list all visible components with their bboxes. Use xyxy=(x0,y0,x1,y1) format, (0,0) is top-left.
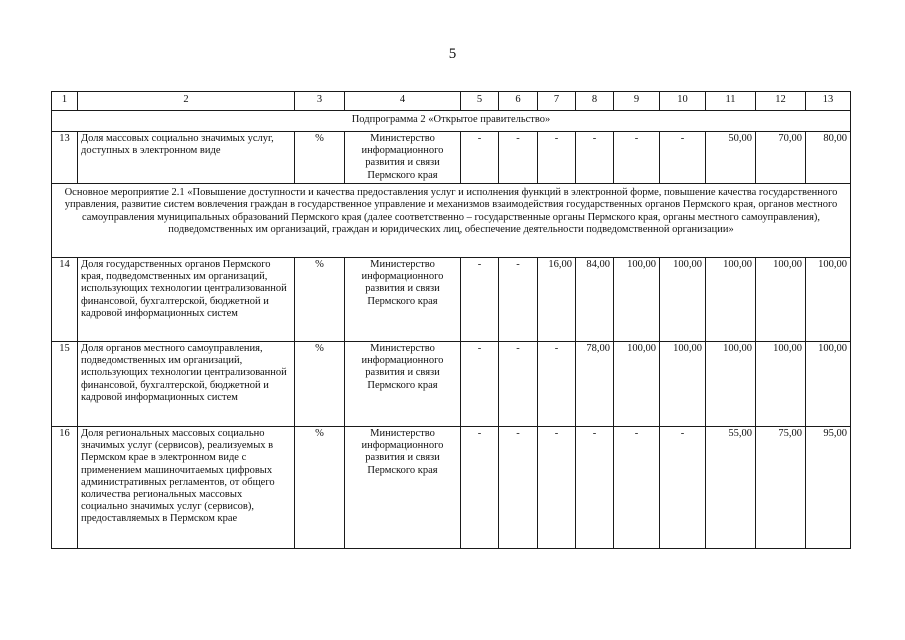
value-cell: - xyxy=(576,132,614,184)
value-cell: 75,00 xyxy=(756,427,806,549)
value-cell: 84,00 xyxy=(576,258,614,342)
value-cell: 100,00 xyxy=(706,342,756,427)
main-measure-row xyxy=(52,184,851,258)
column-header: 8 xyxy=(576,92,614,111)
value-cell: 100,00 xyxy=(660,342,706,427)
indicator-name: Доля региональных массовых социально значимых услуг (сервисов), реализуемых в Пермском крае в электронном виде с применением машиночитаемых цифровых административных регламентов, от общего количества региональных массовых социально значимых услуг (сервисов), предоставляемых в Пермском крае xyxy=(78,427,295,549)
value-cell: 100,00 xyxy=(756,342,806,427)
indicator-name: Доля органов местного самоуправления, подведомственных им организаций, использующих технологии централизованной финансовой, бухгалтерской, бюджетной и кадровой информационных систем xyxy=(78,342,295,427)
value-cell: - xyxy=(538,342,576,427)
value-cell: 100,00 xyxy=(660,258,706,342)
column-header: 11 xyxy=(706,92,756,111)
row-number: 15 xyxy=(52,342,78,427)
value-cell: 70,00 xyxy=(756,132,806,184)
value-cell: 95,00 xyxy=(806,427,851,549)
indicator-name: Доля массовых социально значимых услуг, доступных в электронном виде xyxy=(78,132,295,184)
value-cell: - xyxy=(614,427,660,549)
table-row xyxy=(52,132,851,184)
row-number: 16 xyxy=(52,427,78,549)
responsible-cell: Министерство информационного развития и связи Пермского края xyxy=(345,427,461,549)
value-cell: 100,00 xyxy=(806,342,851,427)
indicator-name: Доля государственных органов Пермского края, подведомственных им организаций, использующих технологии централизованной финансовой, бухгалтерской, бюджетной и кадровой информационных систем xyxy=(78,258,295,342)
column-header: 7 xyxy=(538,92,576,111)
value-cell: 100,00 xyxy=(614,258,660,342)
indicators-table xyxy=(51,91,851,549)
subprogram-row xyxy=(52,111,851,132)
column-header: 1 xyxy=(52,92,78,111)
value-cell: - xyxy=(499,132,538,184)
value-cell: - xyxy=(499,258,538,342)
column-header: 2 xyxy=(78,92,295,111)
value-cell: - xyxy=(538,132,576,184)
subprogram-title: Подпрограмма 2 «Открытое правительство» xyxy=(52,111,851,132)
responsible-cell: Министерство информационного развития и связи Пермского края xyxy=(345,258,461,342)
column-header: 12 xyxy=(756,92,806,111)
header-row xyxy=(52,92,851,111)
value-cell: - xyxy=(499,342,538,427)
responsible-cell: Министерство информационного развития и связи Пермского края xyxy=(345,132,461,184)
unit-cell: % xyxy=(295,342,345,427)
value-cell: - xyxy=(461,258,499,342)
unit-cell: % xyxy=(295,258,345,342)
row-number: 13 xyxy=(52,132,78,184)
main-measure-text: Основное мероприятие 2.1 «Повышение доступности и качества предоставления услуг и исполнения функций в электронной форме, повышение качества государственного управления, развитие систем вовлечения граждан в государственное управление и механизмов взаимодействия государственных органов Пермского края, органов местного самоуправления муниципальных образований Пермского края (далее соответственно – государственные органы Пермского края, органы местного самоуправления), подведомственных им организаций, граждан и юридических лиц, обеспечение деятельности подведомственной организации» xyxy=(52,184,851,258)
value-cell: - xyxy=(499,427,538,549)
table-row xyxy=(52,342,851,427)
value-cell: - xyxy=(461,342,499,427)
value-cell: 100,00 xyxy=(806,258,851,342)
value-cell: 80,00 xyxy=(806,132,851,184)
value-cell: 100,00 xyxy=(756,258,806,342)
value-cell: - xyxy=(538,427,576,549)
value-cell: 16,00 xyxy=(538,258,576,342)
row-number: 14 xyxy=(52,258,78,342)
column-header: 10 xyxy=(660,92,706,111)
unit-cell: % xyxy=(295,427,345,549)
value-cell: 100,00 xyxy=(614,342,660,427)
value-cell: - xyxy=(614,132,660,184)
page-number: 5 xyxy=(448,46,457,62)
value-cell: 55,00 xyxy=(706,427,756,549)
column-header: 6 xyxy=(499,92,538,111)
value-cell: 50,00 xyxy=(706,132,756,184)
table-row xyxy=(52,427,851,549)
value-cell: 100,00 xyxy=(706,258,756,342)
column-header: 5 xyxy=(461,92,499,111)
column-header: 13 xyxy=(806,92,851,111)
value-cell: 78,00 xyxy=(576,342,614,427)
value-cell: - xyxy=(660,427,706,549)
column-header: 4 xyxy=(345,92,461,111)
column-header: 9 xyxy=(614,92,660,111)
value-cell: - xyxy=(576,427,614,549)
responsible-cell: Министерство информационного развития и связи Пермского края xyxy=(345,342,461,427)
value-cell: - xyxy=(461,132,499,184)
value-cell: - xyxy=(461,427,499,549)
unit-cell: % xyxy=(295,132,345,184)
column-header: 3 xyxy=(295,92,345,111)
value-cell: - xyxy=(660,132,706,184)
table-row xyxy=(52,258,851,342)
